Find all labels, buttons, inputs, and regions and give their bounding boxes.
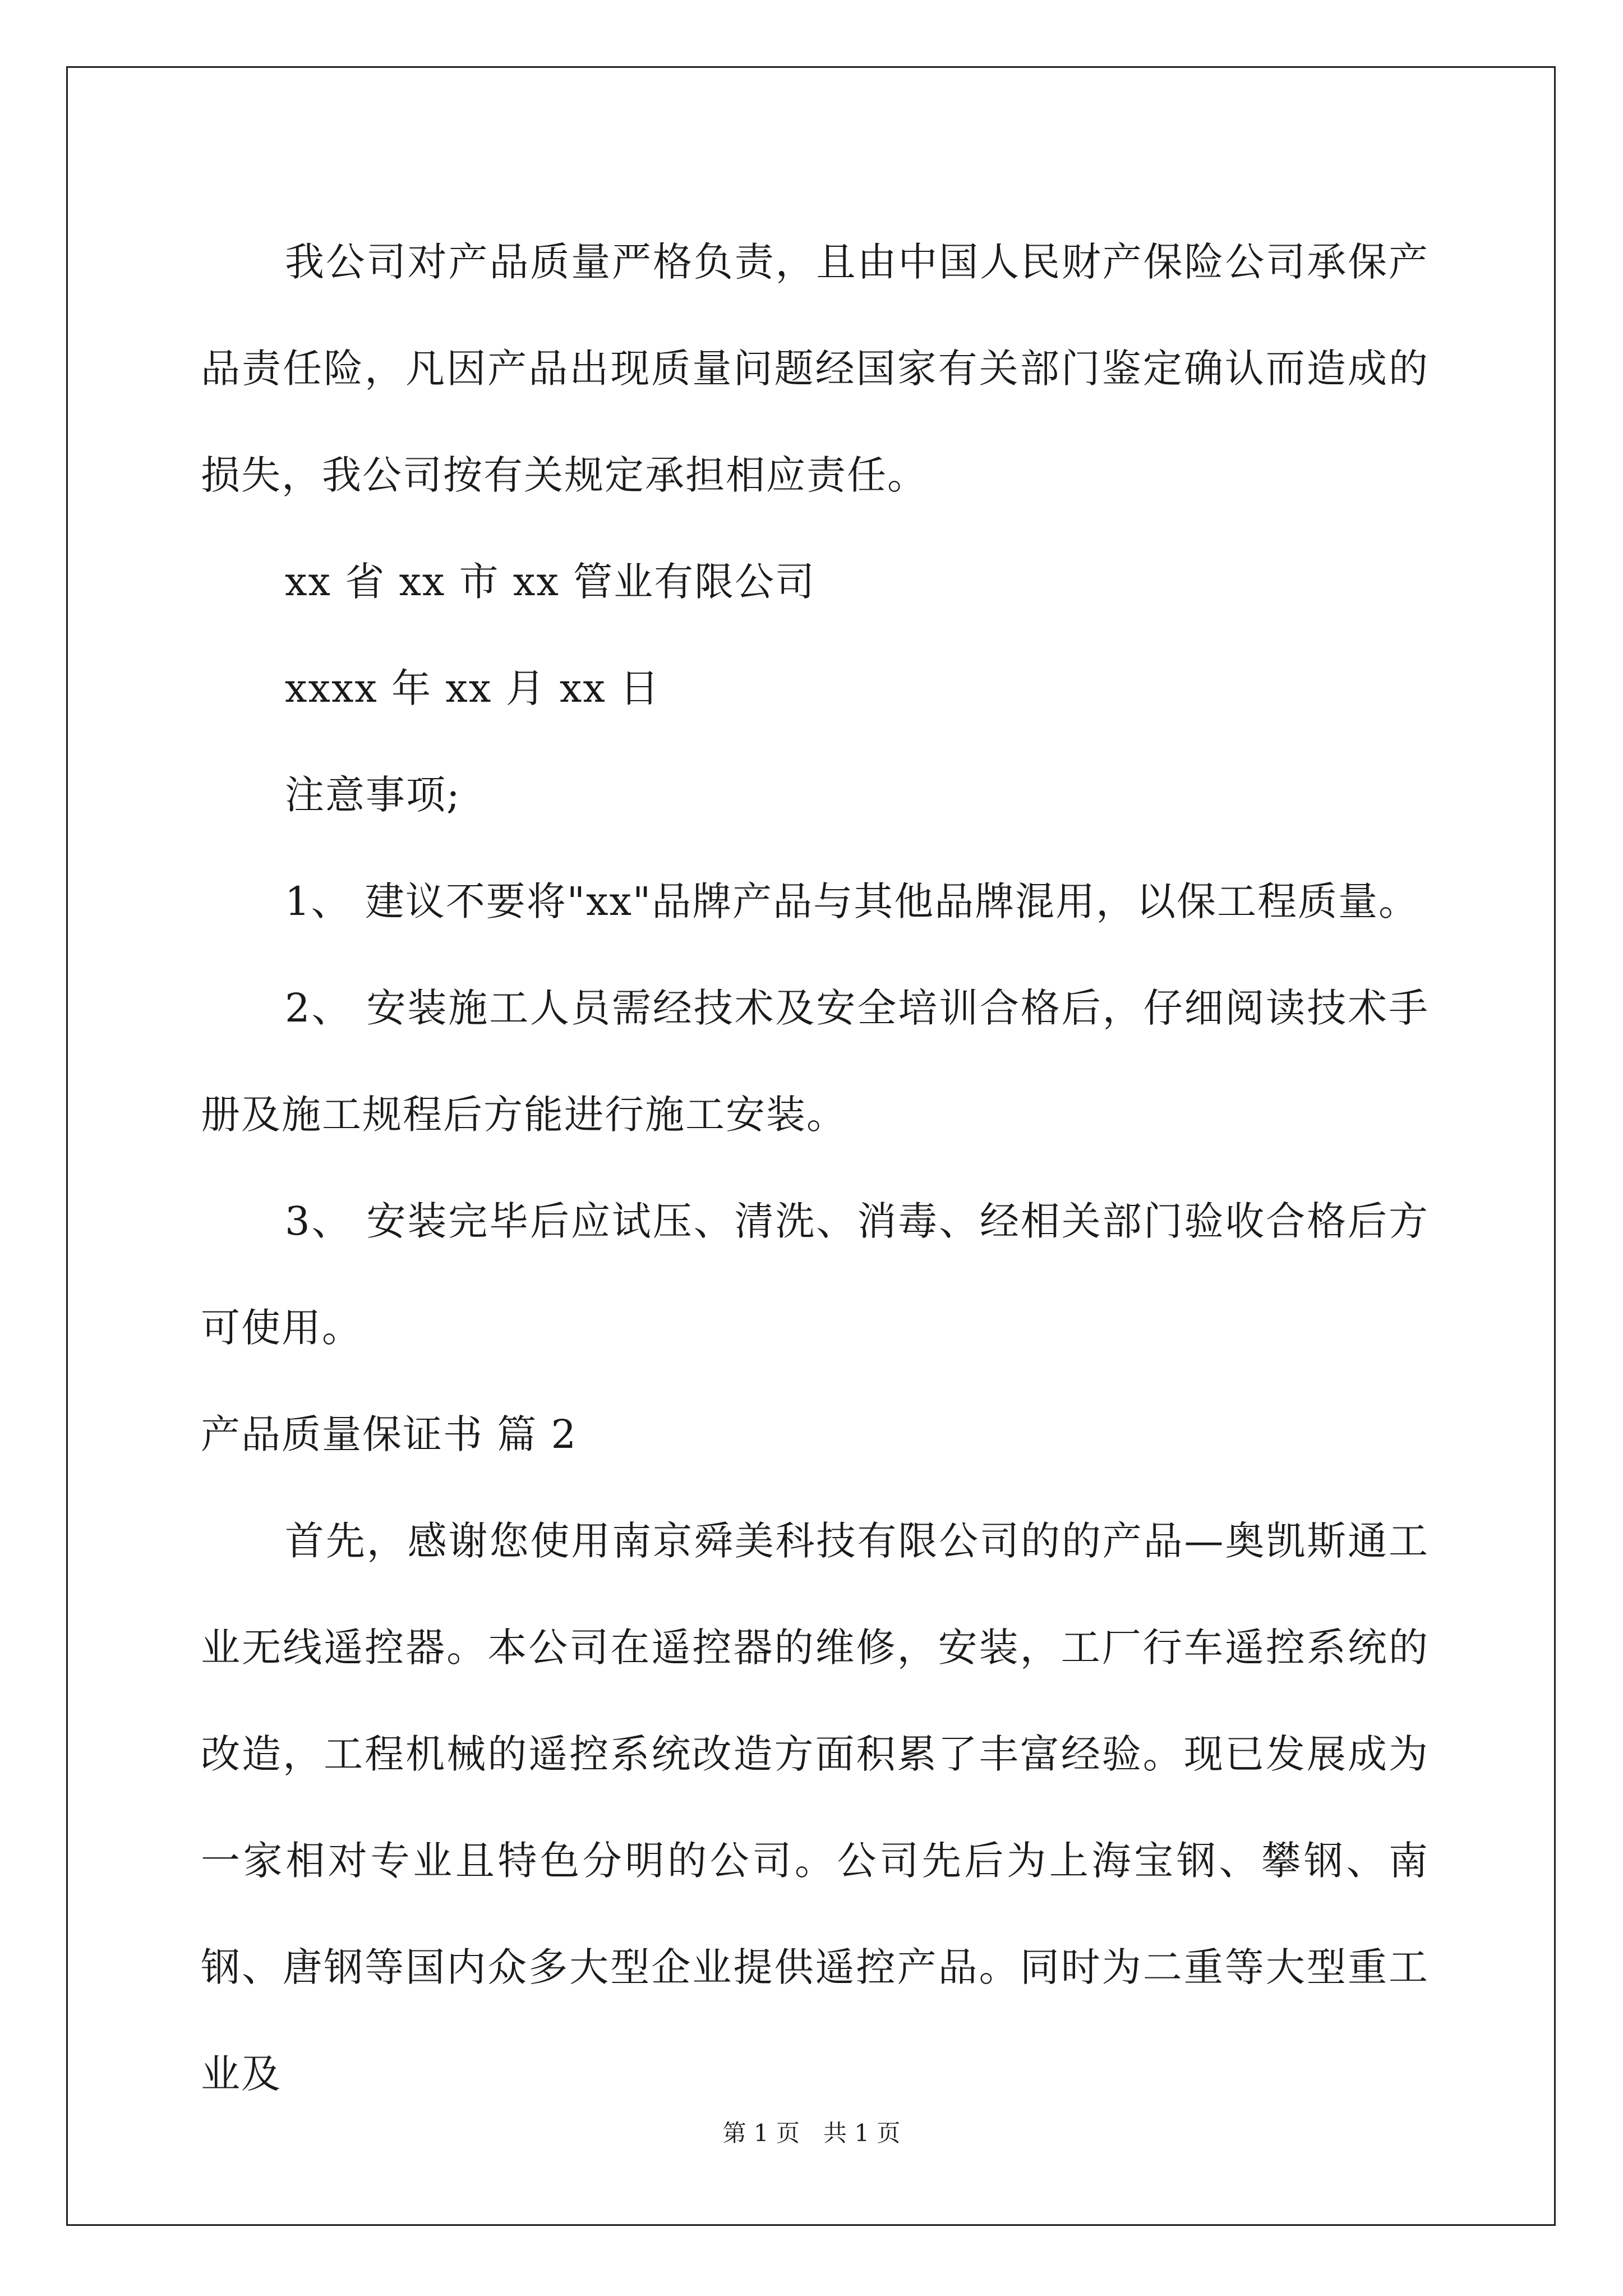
paragraph-note-2: 2、 安装施工人员需经技术及安全培训合格后，仔细阅读技术手册及施工规程后方能进行施工安装。: [201, 985, 1429, 1138]
paragraph-date: xxxx 年 xx 月 xx 日: [285, 665, 661, 711]
section-heading: 产品质量保证书 篇 2: [201, 1411, 578, 1457]
paragraph-warranty-statement: 我公司对产品质量严格负责，且由中国人民财产保险公司承保产品责任险，凡因产品出现质量问题经国家有关部门鉴定确认而造成的损失，我公司按有关规定承担相应责任。: [201, 239, 1429, 498]
paragraph-note-1: 1、 建议不要将"xx"品牌产品与其他品牌混用，以保工程质量。: [285, 878, 1419, 924]
paragraph-company-name: xx 省 xx 市 xx 管业有限公司: [285, 559, 816, 605]
paragraph-notes-title: 注意事项;: [285, 772, 461, 818]
document-body: [201, 209, 1429, 2127]
paragraph-company-intro: 首先，感谢您使用南京舜美科技有限公司的的产品—奥凯斯通工业无线遥控器。本公司在遥控器的维修，安装，工厂行车遥控系统的改造，工程机械的遥控系统改造方面积累了丰富经验。现已发展成为一家相对专业且特色分明的公司。公司先后为上海宝钢、攀钢、南钢、唐钢等国内众多大型企业提供遥控产品。同时为二重等大型重工业及: [201, 1518, 1429, 2097]
page-number-footer: 第 1 页 共 1 页: [722, 2119, 901, 2147]
paragraph-note-3: 3、 安装完毕后应试压、清洗、消毒、经相关部门验收合格后方可使用。: [201, 1198, 1429, 1351]
